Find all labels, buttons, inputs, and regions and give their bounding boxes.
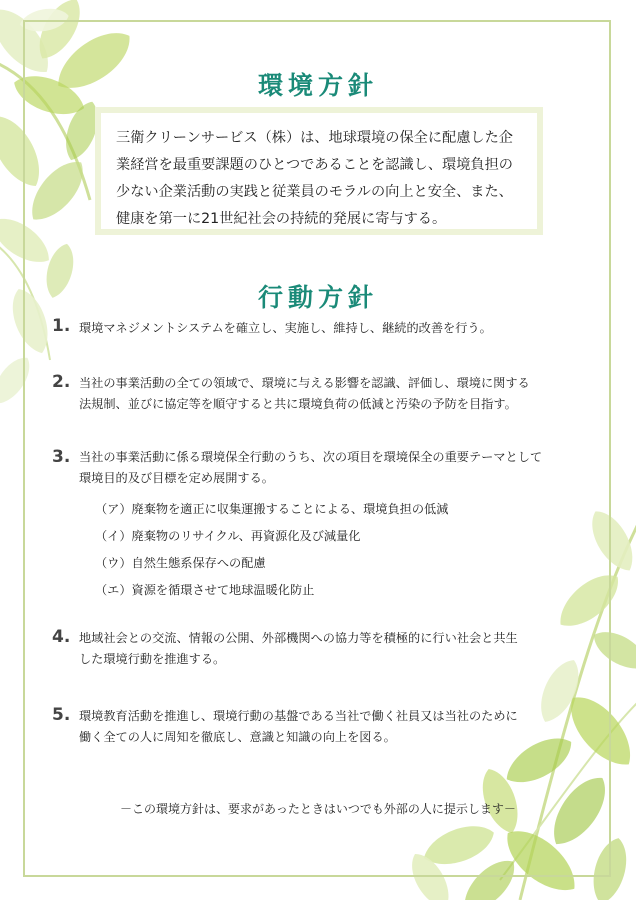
policy-line: 業経営を最重要課題のひとつであることを認識し、環境負担の <box>116 157 513 173</box>
item-line: 環境目的及び目標を定め展開する。 <box>79 471 274 485</box>
sub-item: （ア）廃棄物を適正に収集運搬することによる、環境負担の低減 <box>95 502 449 516</box>
sub-item: （エ）資源を循環させて地球温暖化防止 <box>95 583 315 597</box>
item-text <box>79 628 603 670</box>
environmental-policy-title: 環境方針 <box>257 71 378 100</box>
item-text <box>79 318 603 339</box>
policy-line: 三衛クリーンサービス（株）は、地球環境の保全に配慮した企 <box>116 130 513 146</box>
item-text <box>79 447 603 489</box>
item-number: 5. <box>52 705 71 725</box>
item-line: 当社の事業活動に係る環境保全行動のうち、次の項目を環境保全の重要テーマとして <box>79 450 543 464</box>
sub-item: （イ）廃棄物のリサイクル、再資源化及び減量化 <box>95 529 361 543</box>
item-text <box>79 706 603 748</box>
action-policy-title: 行動方針 <box>257 283 378 312</box>
item-line: 働く全ての人に周知を徹底し、意識と知識の向上を図る。 <box>79 730 396 744</box>
sub-item: （ウ）自然生態系保存への配慮 <box>95 556 266 570</box>
policy-line: 健康を第一に21世紀社会の持続的発展に寄与する。 <box>116 211 447 227</box>
environmental-policy-box <box>95 107 543 235</box>
item-text <box>79 373 603 415</box>
item-line: した環境行動を推進する。 <box>79 652 226 666</box>
item-line: 環境マネジメントシステムを確立し、実施し、維持し、継続的改善を行う。 <box>79 321 492 335</box>
item-line: 法規制、並びに協定等を順守すると共に環境負荷の低減と汚染の予防を目指す。 <box>79 397 517 411</box>
item-number: 4. <box>52 627 71 647</box>
item-number: 3. <box>52 447 71 467</box>
item-number: 1. <box>52 316 71 336</box>
item-number: 2. <box>52 372 71 392</box>
item-line: 当社の事業活動の全ての領域で、環境に与える影響を認識、評価し、環境に関する <box>79 376 530 390</box>
footer-note: －この環境方針は、要求があったときはいつでも外部の人に提示します－ <box>120 802 516 816</box>
policy-line: 少ない企業活動の実践と従業員のモラルの向上と安全、また、 <box>116 184 513 200</box>
item-line: 環境教育活動を推進し、環境行動の基盤である当社で働く社員又は当社のために <box>79 709 518 723</box>
item-line: 地域社会との交流、情報の公開、外部機関への協力等を積極的に行い社会と共生 <box>79 631 518 645</box>
